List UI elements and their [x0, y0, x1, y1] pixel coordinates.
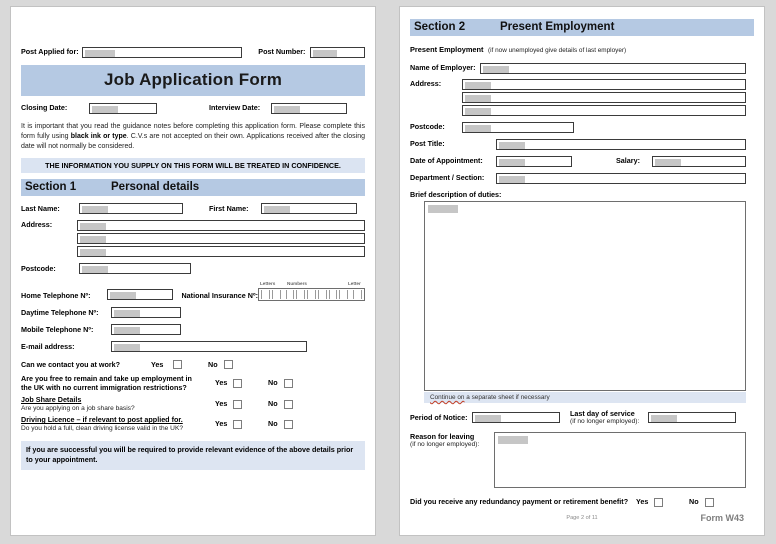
- section-1-number: Section 1: [25, 181, 77, 194]
- guidance-text-bold: black ink or type: [70, 133, 127, 141]
- question-contact-at-work: [21, 360, 365, 369]
- employer-postcode-label: Postcode:: [410, 122, 445, 132]
- page-footer: [420, 515, 744, 527]
- closing-date-input[interactable]: [89, 103, 157, 114]
- ni-caption-letters: Letters: [260, 281, 276, 287]
- question-sublabel: Are you applying on a job share basis?: [21, 404, 135, 412]
- employer-address-line-2-input[interactable]: [462, 92, 746, 103]
- duties-label-text: Brief description of duties:: [410, 190, 502, 199]
- guidance-text-1: It is important that you read the guidance notes before completing this application form. Please complete this form fully using: [21, 123, 365, 141]
- yes-label: Yes: [215, 399, 228, 409]
- value-fill: [82, 206, 108, 214]
- section-2-header: [410, 19, 754, 36]
- last-name-label: Last Name:: [21, 203, 60, 213]
- value-fill: [85, 50, 115, 58]
- ni-spacer: [349, 290, 352, 299]
- ni-cell[interactable]: [307, 290, 316, 299]
- last-day-input[interactable]: [648, 412, 736, 423]
- mobile-phone-input[interactable]: [111, 324, 181, 335]
- yes-label: Yes: [215, 419, 228, 429]
- ni-cell[interactable]: [339, 290, 348, 299]
- daytime-phone-input[interactable]: [111, 307, 181, 318]
- address-block: [21, 220, 365, 257]
- notice-lastday-row: [410, 410, 754, 426]
- reason-label-line1: Reason for leaving: [410, 431, 475, 441]
- question-redundancy: [410, 498, 754, 507]
- salary-label: Salary:: [616, 156, 640, 166]
- post-title-label: Post Title:: [410, 139, 445, 149]
- address-label: Address:: [21, 220, 53, 230]
- no-label: No: [689, 497, 699, 506]
- section-1-header: [21, 179, 365, 196]
- question-job-share: [21, 396, 365, 412]
- date-of-appointment-input[interactable]: [496, 156, 572, 167]
- employer-name-row: [410, 63, 754, 74]
- no-checkbox[interactable]: [284, 400, 293, 409]
- section-2-number: Section 2: [414, 21, 466, 33]
- date-of-appointment-label: Date of Appointment:: [410, 156, 483, 166]
- yes-label: Yes: [215, 378, 228, 388]
- value-fill: [114, 344, 140, 352]
- value-fill: [80, 236, 106, 244]
- employer-address-label: Address:: [410, 79, 442, 88]
- employer-postcode-row: [410, 122, 754, 133]
- yes-checkbox[interactable]: [233, 379, 242, 388]
- national-insurance-group: [258, 281, 365, 301]
- name-row: [21, 203, 365, 214]
- post-number-label: Post Number:: [258, 47, 306, 57]
- post-applied-label: Post Applied for:: [21, 47, 79, 57]
- interview-date-input[interactable]: [271, 103, 347, 114]
- value-fill: [483, 66, 509, 74]
- value-fill: [465, 125, 491, 133]
- address-line-2-input[interactable]: [77, 233, 365, 244]
- employer-address-line-3-input[interactable]: [462, 105, 746, 116]
- yes-checkbox[interactable]: [233, 400, 242, 409]
- department-input[interactable]: [496, 173, 746, 184]
- yes-checkbox[interactable]: [654, 498, 663, 507]
- value-fill: [264, 206, 290, 214]
- period-of-notice-input[interactable]: [472, 412, 560, 423]
- post-applied-row: [21, 47, 365, 58]
- daytime-phone-label: Daytime Telephone Nº:: [21, 307, 99, 317]
- national-insurance-label: National Insurance Nº:: [181, 291, 258, 301]
- value-fill: [114, 310, 140, 318]
- email-label: E-mail address:: [21, 341, 75, 351]
- post-number-input[interactable]: [310, 47, 365, 58]
- postcode-input[interactable]: [79, 263, 191, 274]
- ni-cell[interactable]: [296, 290, 305, 299]
- value-fill: [651, 415, 677, 423]
- employer-name-label: Name of Employer:: [410, 63, 476, 73]
- value-fill: [274, 106, 300, 114]
- post-title-row: [410, 139, 754, 150]
- daytime-phone-row: [21, 307, 365, 318]
- redundancy-question-label: Did you receive any redundancy payment or retirement benefit?: [410, 497, 629, 506]
- closing-date-label: Closing Date:: [21, 103, 68, 113]
- subtitle-bold: Present Employment: [410, 45, 484, 54]
- evidence-note: If you are successful you will be required to provide relevant evidence of the above details prior to your appointment.: [21, 441, 365, 469]
- postcode-label: Postcode:: [21, 263, 56, 273]
- no-label: No: [268, 419, 278, 429]
- employer-address-block: [410, 79, 754, 116]
- employer-postcode-input[interactable]: [462, 122, 574, 133]
- home-phone-input[interactable]: [107, 289, 174, 300]
- salary-input[interactable]: [652, 156, 746, 167]
- mobile-phone-label: Mobile Telephone Nº:: [21, 324, 94, 334]
- yes-label: Yes: [151, 359, 164, 369]
- period-of-notice-label: Period of Notice:: [410, 412, 468, 422]
- continue-note: [424, 392, 746, 403]
- value-fill: [110, 292, 136, 300]
- value-fill: [499, 176, 525, 184]
- guidance-text-2: . C.V.s are not accepted on their own. Applications received after the closing date will not normally be considered.: [21, 133, 365, 151]
- value-fill: [499, 142, 525, 150]
- page-1: [10, 6, 376, 536]
- dates-row: [21, 103, 365, 114]
- question-label: Driving Licence – if relevant to post applied for.: [21, 415, 183, 425]
- present-employment-subtitle: [410, 39, 754, 57]
- question-label: Job Share Details: [21, 395, 82, 405]
- value-fill: [465, 108, 491, 116]
- ni-caption-letter: Letter: [348, 281, 361, 287]
- value-fill: [92, 106, 118, 114]
- post-applied-input[interactable]: [82, 47, 242, 58]
- ni-cell[interactable]: [272, 290, 281, 299]
- confidence-band: THE INFORMATION YOU SUPPLY ON THIS FORM WILL BE TREATED IN CONFIDENCE.: [21, 158, 365, 173]
- email-row: [21, 341, 365, 352]
- no-checkbox[interactable]: [224, 360, 233, 369]
- question-immigration: [21, 374, 365, 392]
- ni-cell[interactable]: [261, 290, 270, 299]
- home-phone-label: Home Telephone Nº:: [21, 291, 91, 301]
- no-label: No: [268, 399, 278, 409]
- appointment-salary-row: [410, 156, 754, 167]
- question-driving-licence: [21, 416, 365, 432]
- continue-note-rest: a separate sheet if necessary: [464, 393, 550, 401]
- section-1-name: Personal details: [111, 181, 200, 194]
- reason-label-line2: (if no longer employed):: [410, 440, 480, 448]
- value-fill: [82, 266, 108, 274]
- value-fill: [498, 436, 528, 444]
- no-label: No: [208, 359, 218, 369]
- last-name-input[interactable]: [79, 203, 183, 214]
- question-label: Are you free to remain and take up employment in the UK with no current immigration restrictions?: [21, 374, 192, 393]
- value-fill: [475, 415, 501, 423]
- national-insurance-input[interactable]: [258, 288, 365, 301]
- ni-cell[interactable]: [353, 290, 362, 299]
- ni-captions: [258, 281, 365, 288]
- employer-address-line-1-input[interactable]: [462, 79, 746, 90]
- last-day-label-line2: (if no longer employed):: [570, 418, 640, 426]
- postcode-row: [21, 263, 365, 274]
- ni-spacer: [282, 290, 285, 299]
- ni-cell[interactable]: [318, 290, 327, 299]
- department-row: [410, 173, 754, 184]
- question-label: Can we contact you at work?: [21, 359, 121, 369]
- value-fill: [655, 159, 681, 167]
- value-fill: [80, 249, 106, 257]
- yes-label: Yes: [636, 497, 649, 506]
- department-label: Department / Section:: [410, 173, 485, 183]
- guidance-paragraph: [21, 122, 365, 152]
- value-fill: [80, 223, 106, 231]
- duties-textarea[interactable]: [424, 201, 746, 391]
- page-number: Page 2 of 11: [566, 515, 598, 521]
- page-2: [399, 6, 765, 536]
- value-fill: [499, 159, 525, 167]
- last-day-label-line1: Last day of service: [570, 408, 635, 418]
- first-name-input[interactable]: [261, 203, 357, 214]
- reason-for-leaving-textarea[interactable]: [494, 432, 746, 488]
- yes-checkbox[interactable]: [233, 420, 242, 429]
- page-title: Job Application Form: [21, 65, 365, 96]
- subtitle-normal: (if now unemployed give details of last employer): [487, 47, 627, 54]
- interview-date-label: Interview Date:: [209, 103, 261, 113]
- continue-note-misspelled: Continue on: [430, 393, 465, 401]
- mobile-phone-row: [21, 324, 365, 335]
- form-code: Form W43: [700, 513, 744, 523]
- value-fill: [313, 50, 337, 58]
- home-phone-ni-row: [21, 281, 365, 301]
- address-line-1-input[interactable]: [77, 220, 365, 231]
- value-fill: [465, 82, 491, 90]
- duties-label: [410, 191, 754, 199]
- address-line-3-input[interactable]: [77, 246, 365, 257]
- email-input[interactable]: [111, 341, 307, 352]
- ni-cell[interactable]: [286, 290, 295, 299]
- no-label: No: [268, 378, 278, 388]
- section-2-name: Present Employment: [500, 21, 615, 33]
- reason-for-leaving-row: [410, 432, 754, 488]
- value-fill: [465, 95, 491, 103]
- post-title-input[interactable]: [496, 139, 746, 150]
- ni-cell[interactable]: [329, 290, 338, 299]
- no-checkbox[interactable]: [284, 379, 293, 388]
- yes-checkbox[interactable]: [173, 360, 182, 369]
- value-fill: [428, 205, 458, 213]
- no-checkbox[interactable]: [284, 420, 293, 429]
- employer-name-input[interactable]: [480, 63, 746, 74]
- ni-caption-numbers: Numbers: [287, 281, 307, 287]
- value-fill: [114, 327, 140, 335]
- first-name-label: First Name:: [209, 203, 249, 213]
- no-checkbox[interactable]: [705, 498, 714, 507]
- question-sublabel: Do you hold a full, clean driving license valid in the UK?: [21, 424, 184, 432]
